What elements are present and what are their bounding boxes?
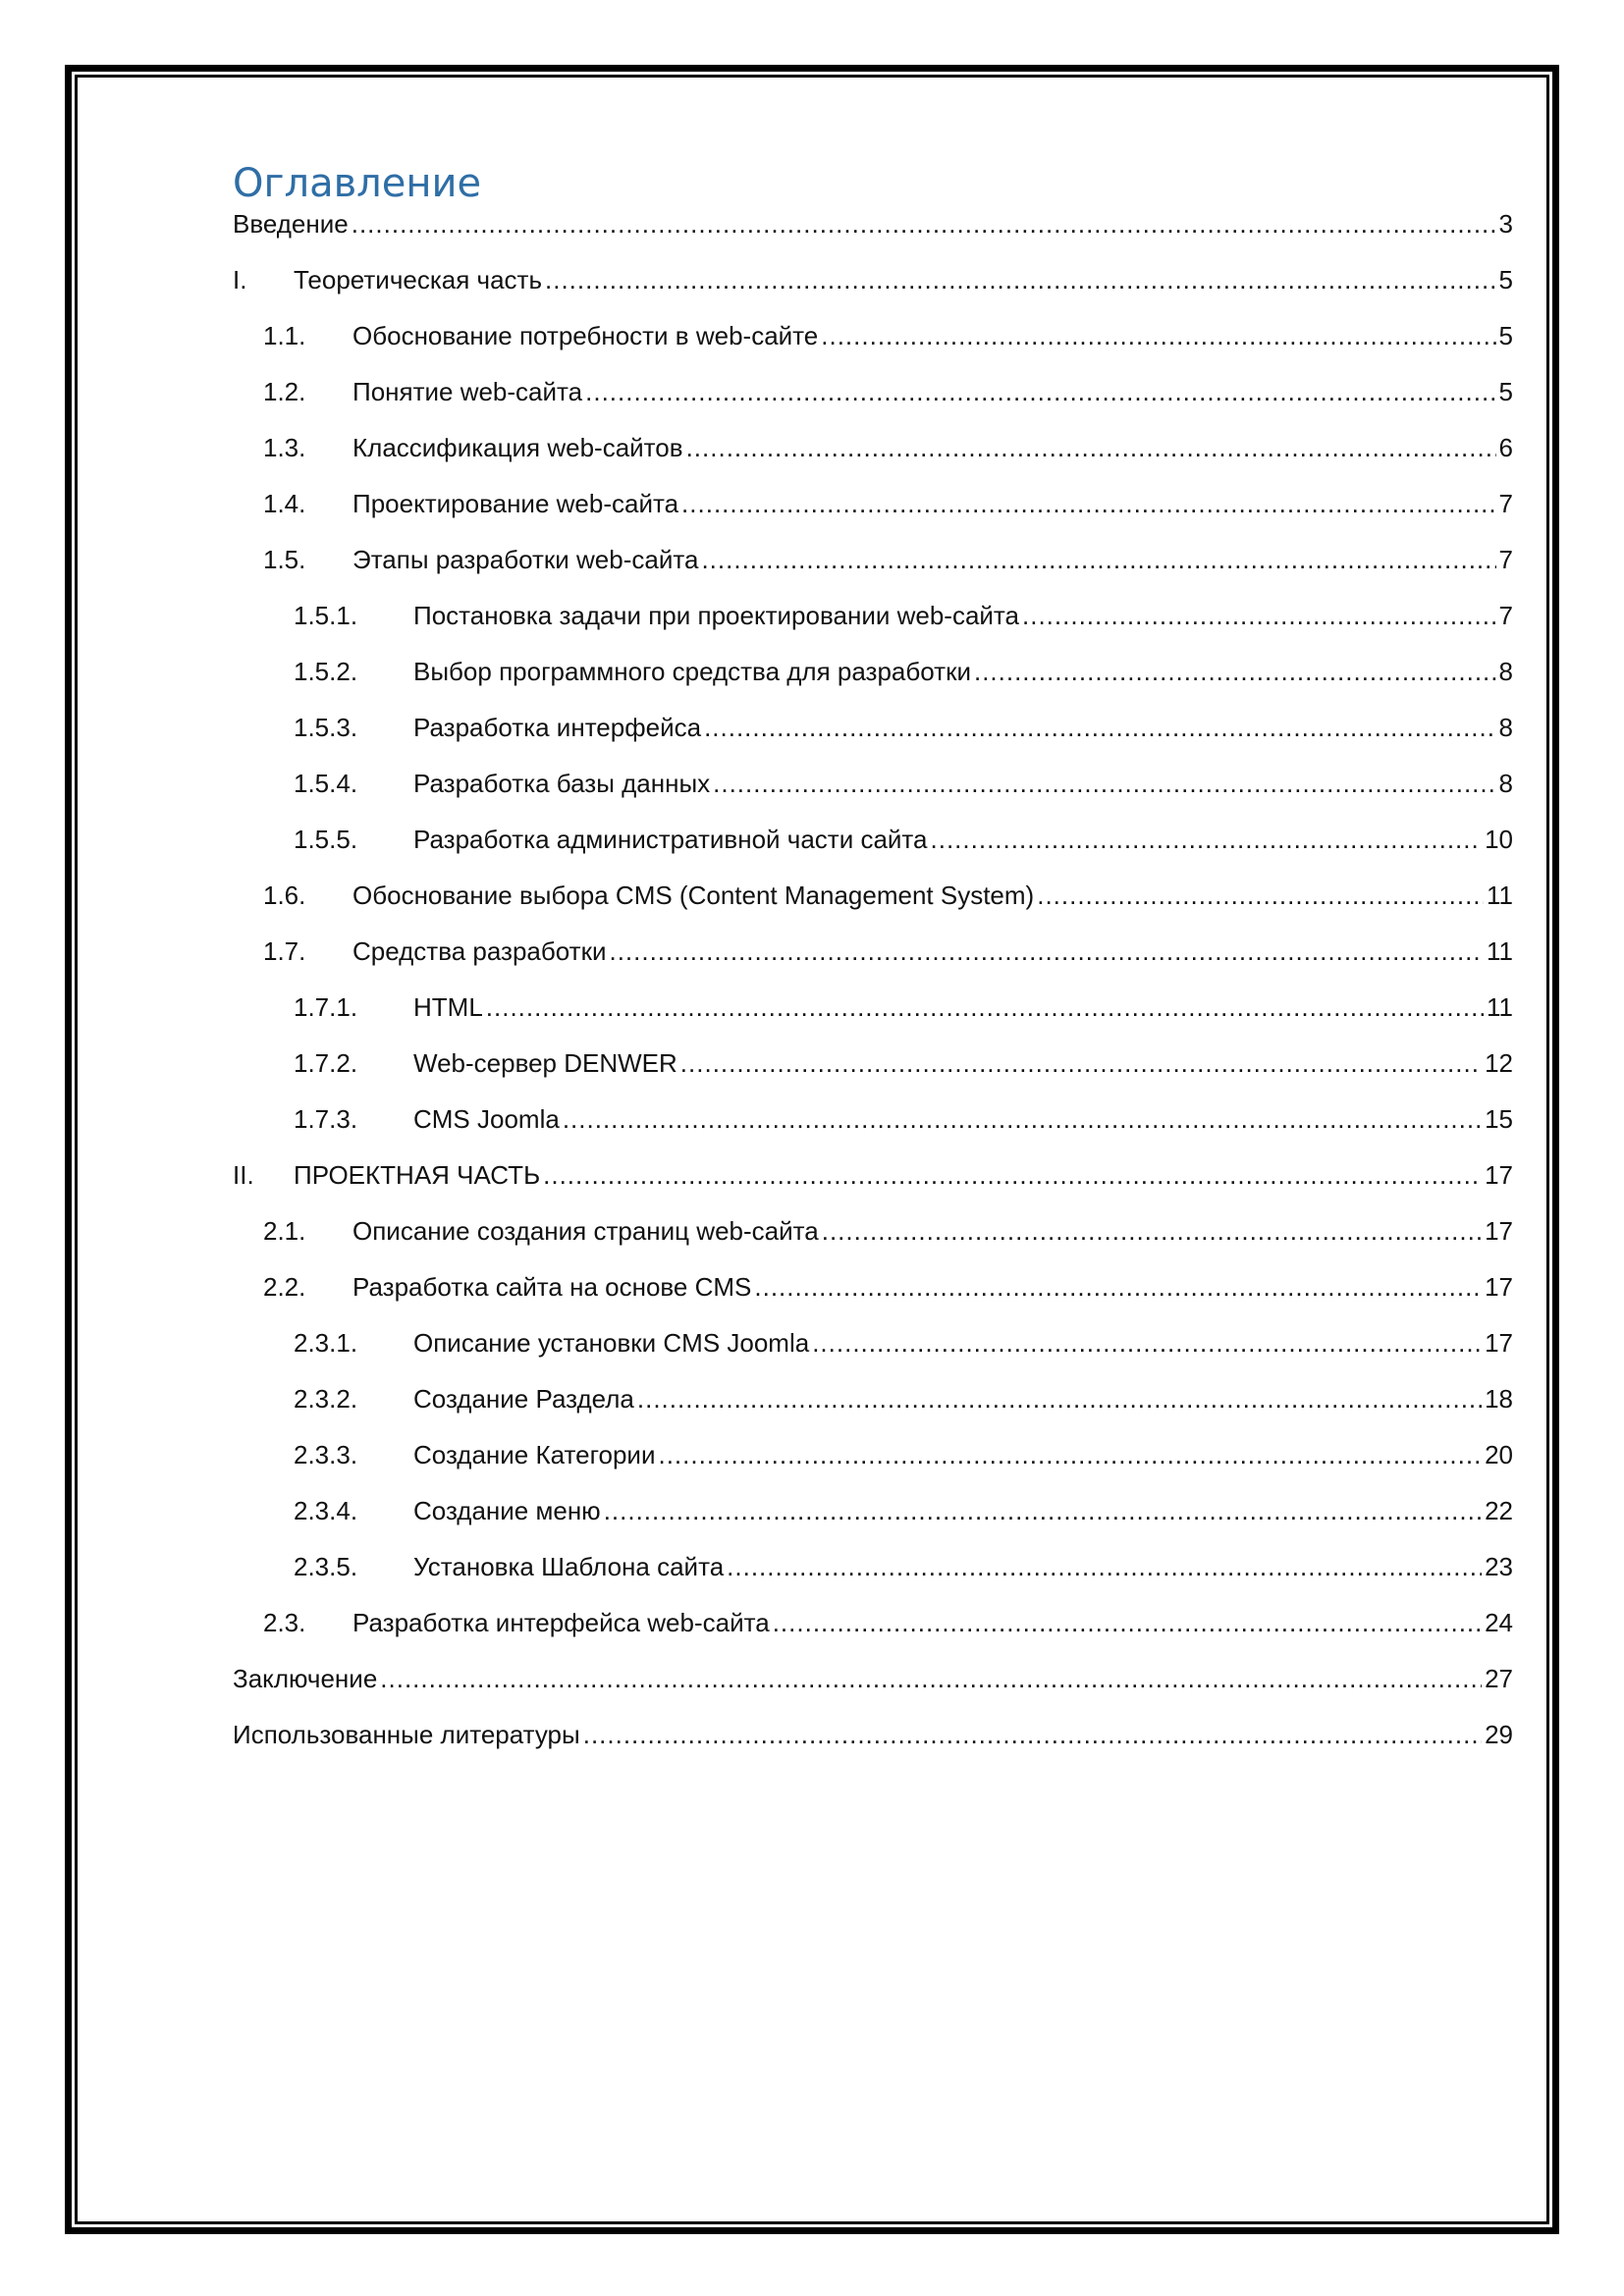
toc-entry-number: 1.5.5. bbox=[294, 825, 358, 854]
toc-entry-page: 8 bbox=[1498, 713, 1513, 742]
toc-dot-leader bbox=[701, 532, 1495, 588]
toc-dot-leader bbox=[563, 1092, 1482, 1148]
toc-entry[interactable] bbox=[233, 1427, 1513, 1483]
toc-entry-number: 1.6. bbox=[263, 881, 306, 910]
toc-entry-number: II. bbox=[233, 1160, 254, 1190]
toc-entry-text: Разработка интерфейса bbox=[413, 713, 702, 742]
toc-dot-leader bbox=[352, 196, 1496, 252]
toc-entry-number: 1.7.1. bbox=[294, 992, 358, 1022]
toc-entry[interactable] bbox=[233, 1483, 1513, 1539]
toc-entry-page: 7 bbox=[1498, 489, 1513, 518]
table-of-contents bbox=[233, 153, 1513, 1763]
toc-entry-text: Выбор программного средства для разработки bbox=[413, 657, 971, 686]
toc-dot-leader bbox=[704, 700, 1495, 756]
toc-dot-leader bbox=[974, 644, 1496, 700]
toc-entry-page: 24 bbox=[1485, 1608, 1513, 1637]
toc-entry[interactable] bbox=[233, 812, 1513, 868]
toc-entry[interactable] bbox=[233, 196, 1513, 252]
toc-entry-text: CMS Joomla bbox=[413, 1104, 560, 1134]
toc-entry-page: 12 bbox=[1485, 1048, 1513, 1078]
toc-entry-page: 5 bbox=[1498, 377, 1513, 406]
toc-entry[interactable] bbox=[233, 1259, 1513, 1315]
toc-entry-number: 2.3.3. bbox=[294, 1440, 358, 1469]
toc-list bbox=[233, 196, 1513, 1763]
toc-entry-text: Разработка базы данных bbox=[413, 769, 711, 798]
toc-entry-page: 8 bbox=[1498, 657, 1513, 686]
toc-entry-page: 27 bbox=[1485, 1664, 1513, 1693]
toc-entry[interactable] bbox=[233, 252, 1513, 308]
toc-dot-leader bbox=[822, 1203, 1482, 1259]
toc-entry[interactable] bbox=[233, 476, 1513, 532]
toc-dot-leader bbox=[1022, 588, 1496, 644]
toc-entry[interactable] bbox=[233, 1651, 1513, 1707]
toc-entry-number: 2.3.1. bbox=[294, 1328, 358, 1358]
toc-entry-number: 2.3.2. bbox=[294, 1384, 358, 1414]
toc-entry-page: 11 bbox=[1487, 936, 1513, 966]
toc-entry-text: Теоретическая часть bbox=[294, 265, 543, 294]
toc-entry-text: Создание Категории bbox=[413, 1440, 656, 1469]
toc-entry-number: 2.3.5. bbox=[294, 1552, 358, 1581]
toc-dot-leader bbox=[609, 924, 1484, 980]
toc-entry-page: 8 bbox=[1498, 769, 1513, 798]
toc-entry-text: Постановка задачи при проектировании web-сайта bbox=[413, 601, 1020, 630]
toc-dot-leader bbox=[604, 1483, 1482, 1539]
toc-entry-text: Разработка административной части сайта bbox=[413, 825, 928, 854]
toc-entry[interactable] bbox=[233, 1148, 1513, 1203]
toc-entry-number: 2.2. bbox=[263, 1272, 306, 1302]
toc-entry[interactable] bbox=[233, 1036, 1513, 1092]
toc-dot-leader bbox=[812, 1315, 1482, 1371]
toc-entry-page: 5 bbox=[1498, 265, 1513, 294]
toc-entry-page: 15 bbox=[1485, 1104, 1513, 1134]
toc-dot-leader bbox=[637, 1371, 1482, 1427]
toc-entry-page: 17 bbox=[1485, 1216, 1513, 1246]
toc-dot-leader bbox=[380, 1651, 1482, 1707]
toc-entry-text: Web-сервер DENWER bbox=[413, 1048, 677, 1078]
toc-entry[interactable] bbox=[233, 924, 1513, 980]
toc-entry[interactable] bbox=[233, 1092, 1513, 1148]
toc-entry-page: 10 bbox=[1485, 825, 1513, 854]
toc-entry-text: Использованные литературы bbox=[233, 1720, 580, 1749]
toc-entry-page: 17 bbox=[1485, 1328, 1513, 1358]
toc-entry-text: Классификация web-сайтов bbox=[352, 433, 683, 462]
toc-dot-leader bbox=[486, 980, 1484, 1036]
toc-entry-number: I. bbox=[233, 265, 247, 294]
toc-dot-leader bbox=[754, 1259, 1482, 1315]
toc-entry-number: 1.7. bbox=[263, 936, 306, 966]
toc-entry-number: 1.7.3. bbox=[294, 1104, 358, 1134]
toc-entry-number: 1.7.2. bbox=[294, 1048, 358, 1078]
toc-entry-page: 11 bbox=[1487, 992, 1513, 1022]
toc-entry[interactable] bbox=[233, 1707, 1513, 1763]
toc-entry-text: Заключение bbox=[233, 1664, 378, 1693]
toc-entry-text: Средства разработки bbox=[352, 936, 607, 966]
toc-dot-leader bbox=[545, 252, 1496, 308]
toc-entry-number: 1.3. bbox=[263, 433, 306, 462]
toc-dot-leader bbox=[681, 476, 1495, 532]
toc-entry-text: Описание установки CMS Joomla bbox=[413, 1328, 810, 1358]
toc-entry-text: Разработка интерфейса web-сайта bbox=[352, 1608, 770, 1637]
toc-entry[interactable] bbox=[233, 1203, 1513, 1259]
toc-entry-text: Описание создания страниц web-сайта bbox=[352, 1216, 819, 1246]
toc-entry-number: 1.5.2. bbox=[294, 657, 358, 686]
toc-entry-page: 11 bbox=[1487, 881, 1513, 910]
toc-entry[interactable] bbox=[233, 1595, 1513, 1651]
toc-entry-number: 1.5.1. bbox=[294, 601, 358, 630]
toc-entry[interactable] bbox=[233, 588, 1513, 644]
toc-entry-number: 2.3.4. bbox=[294, 1496, 358, 1525]
toc-entry-page: 17 bbox=[1485, 1272, 1513, 1302]
toc-dot-leader bbox=[931, 812, 1483, 868]
toc-entry-text: Обоснование потребности в web-сайте bbox=[352, 321, 819, 350]
toc-entry[interactable] bbox=[233, 756, 1513, 812]
toc-title: Оглавление bbox=[233, 161, 482, 206]
toc-entry-number: 1.5. bbox=[263, 545, 306, 574]
toc-entry[interactable] bbox=[233, 1315, 1513, 1371]
toc-entry-page: 5 bbox=[1498, 321, 1513, 350]
toc-entry-page: 23 bbox=[1485, 1552, 1513, 1581]
toc-entry-page: 17 bbox=[1485, 1160, 1513, 1190]
toc-dot-leader bbox=[727, 1539, 1482, 1595]
toc-entry[interactable] bbox=[233, 980, 1513, 1036]
toc-entry-page: 7 bbox=[1498, 601, 1513, 630]
toc-entry-text: Создание Раздела bbox=[413, 1384, 634, 1414]
toc-entry-text: Понятие web-сайта bbox=[352, 377, 583, 406]
toc-dot-leader bbox=[583, 1707, 1482, 1763]
toc-entry-page: 3 bbox=[1498, 209, 1513, 239]
toc-entry[interactable] bbox=[233, 1539, 1513, 1595]
toc-entry-text: Обоснование выбора CMS (Content Management System) bbox=[352, 881, 1035, 910]
toc-entry-page: 18 bbox=[1485, 1384, 1513, 1414]
toc-entry-number: 1.4. bbox=[263, 489, 306, 518]
toc-entry-page: 6 bbox=[1498, 433, 1513, 462]
toc-entry-text: Разработка сайта на основе CMS bbox=[352, 1272, 752, 1302]
toc-dot-leader bbox=[821, 308, 1495, 364]
toc-entry[interactable] bbox=[233, 700, 1513, 756]
toc-entry-number: 1.5.3. bbox=[294, 713, 358, 742]
toc-entry-text: Создание меню bbox=[413, 1496, 601, 1525]
toc-dot-leader bbox=[658, 1427, 1482, 1483]
toc-entry[interactable] bbox=[233, 1371, 1513, 1427]
toc-entry-number: 2.1. bbox=[263, 1216, 306, 1246]
toc-entry-text: Проектирование web-сайта bbox=[352, 489, 679, 518]
toc-dot-leader bbox=[543, 1148, 1482, 1203]
toc-dot-leader bbox=[686, 420, 1496, 476]
toc-entry-number: 2.3. bbox=[263, 1608, 306, 1637]
toc-entry[interactable] bbox=[233, 532, 1513, 588]
toc-entry[interactable] bbox=[233, 364, 1513, 420]
toc-entry-number: 1.2. bbox=[263, 377, 306, 406]
toc-entry[interactable] bbox=[233, 420, 1513, 476]
toc-entry-page: 22 bbox=[1485, 1496, 1513, 1525]
toc-entry-page: 7 bbox=[1498, 545, 1513, 574]
toc-entry-number: 1.5.4. bbox=[294, 769, 358, 798]
toc-dot-leader bbox=[1037, 868, 1484, 924]
toc-dot-leader bbox=[585, 364, 1495, 420]
toc-dot-leader bbox=[680, 1036, 1482, 1092]
toc-dot-leader bbox=[773, 1595, 1482, 1651]
toc-entry-text: Этапы разработки web-сайта bbox=[352, 545, 699, 574]
toc-entry[interactable] bbox=[233, 308, 1513, 364]
toc-entry-text: ПРОЕКТНАЯ ЧАСТЬ bbox=[294, 1160, 541, 1190]
toc-entry-text: Установка Шаблона сайта bbox=[413, 1552, 725, 1581]
toc-entry[interactable] bbox=[233, 644, 1513, 700]
toc-entry-text: Введение bbox=[233, 209, 349, 239]
toc-entry-page: 20 bbox=[1485, 1440, 1513, 1469]
toc-entry-text: HTML bbox=[413, 992, 483, 1022]
toc-entry-page: 29 bbox=[1485, 1720, 1513, 1749]
toc-entry[interactable] bbox=[233, 868, 1513, 924]
toc-dot-leader bbox=[713, 756, 1495, 812]
toc-entry-number: 1.1. bbox=[263, 321, 306, 350]
